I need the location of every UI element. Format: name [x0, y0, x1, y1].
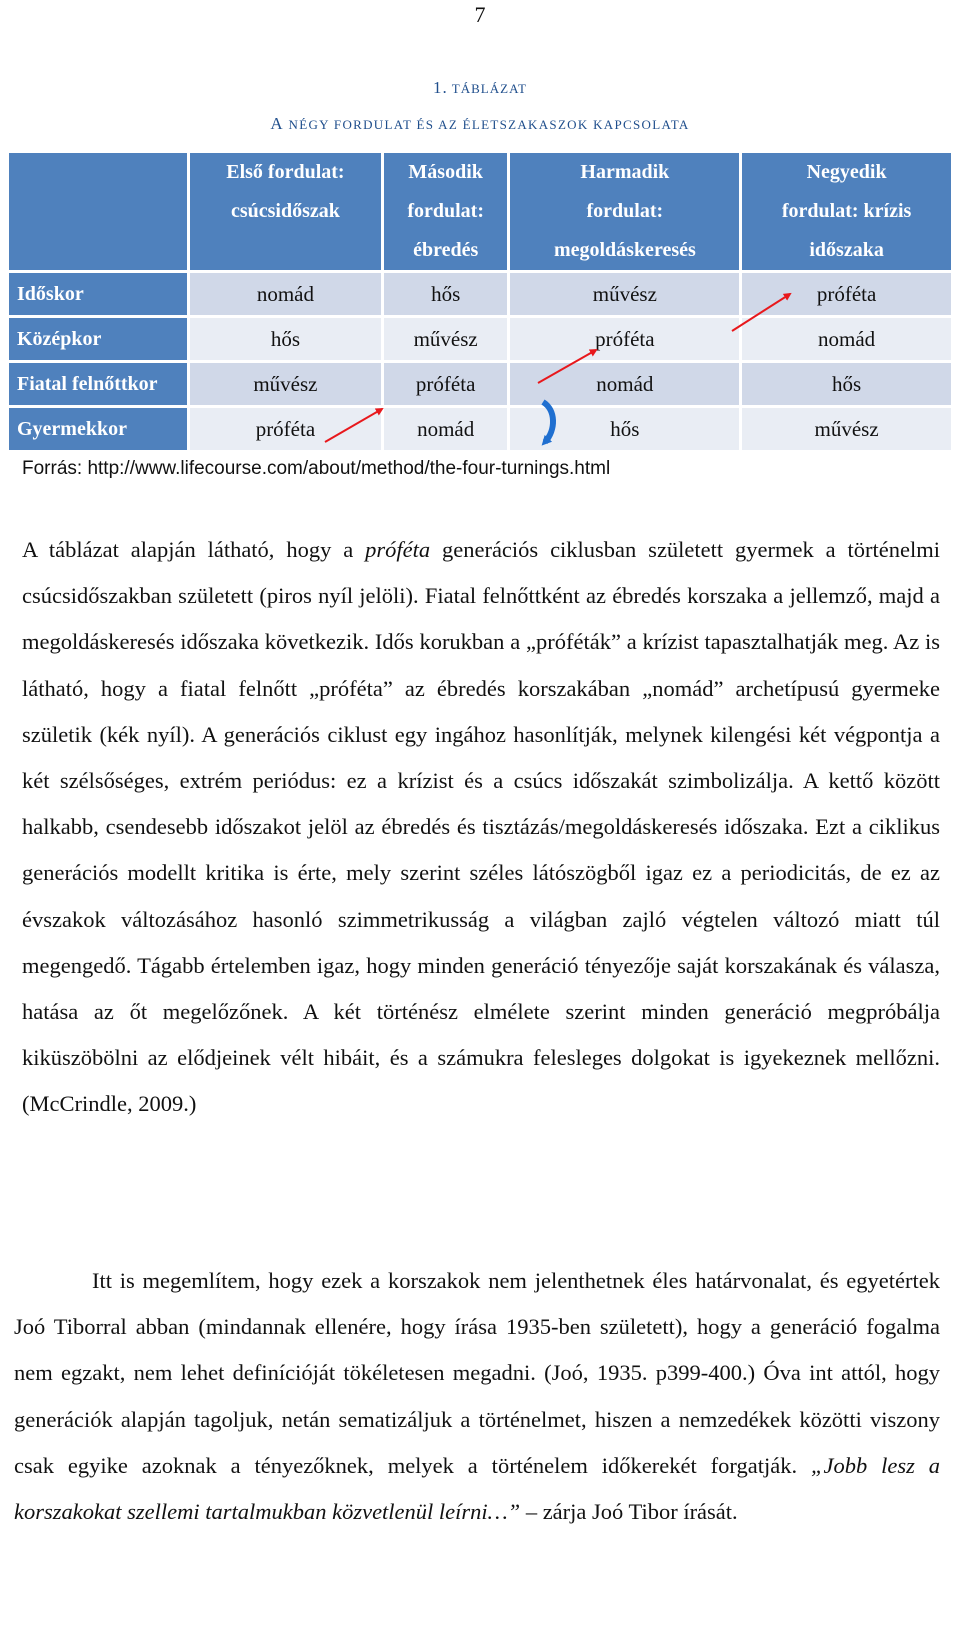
header-corner — [9, 153, 187, 270]
table-header-row — [9, 153, 951, 270]
header-second-turning — [384, 153, 508, 270]
paragraph-text: A táblázat alapján látható, hogy a — [22, 537, 366, 562]
header-line: fordulat: krízis — [781, 200, 912, 222]
header-line: fordulat: — [407, 200, 484, 222]
header-line: Második — [408, 161, 483, 183]
header-line: fordulat: — [586, 200, 664, 222]
table-cell: nomád — [742, 318, 951, 360]
table-caption-number — [0, 78, 960, 98]
body-paragraph-1 — [22, 527, 940, 1128]
table-cell: próféta — [510, 318, 739, 360]
table-source: Forrás: http://www.lifecourse.com/about/method/the-four-turnings.html — [22, 458, 611, 479]
table-cell: nomád — [190, 273, 381, 315]
row-label: Időskor — [9, 273, 187, 315]
table-cell: nomád — [384, 408, 508, 450]
table-cell: próféta — [742, 273, 951, 315]
table-row — [9, 273, 951, 315]
table-title-rest: NÉGY FORDULAT ÉS AZ ÉLETSZAKASZOK KAPCSOLATA — [288, 117, 690, 132]
header-line: ébredés — [413, 239, 479, 261]
header-fourth-turning — [742, 153, 951, 270]
table-cell: művész — [510, 273, 739, 315]
header-third-turning — [510, 153, 739, 270]
table-cell: hős — [190, 318, 381, 360]
table-cell: hős — [384, 273, 508, 315]
table-row — [9, 363, 951, 405]
paragraph-text: Itt is megemlítem, hogy ezek a korszakok nem jelenthetnek éles határvonalat, és egyetértek Joó Tiborral abban (mindannak ellenére, hogy írása 1935-ben született), hogy a generáció fogalma nem egzakt, nem lehet definícióját tökéletesen megadni. (Joó, 1935. p399-400.) Óva int attól, hogy generációk alapján tagoljuk, netán sematizáljuk a történelmet, hiszen a nemzedékek közötti viszony csak egyike azoknak a tényezőknek, melyek a történelem időkerekét forgatják. — [14, 1268, 940, 1478]
caption-number: 1. — [433, 78, 448, 97]
header-first-turning — [190, 153, 381, 270]
body-paragraph-2 — [14, 1258, 940, 1535]
header-line: csúcsidőszak — [230, 200, 340, 222]
table-title-initial: A — [270, 114, 284, 133]
italic-term: próféta — [365, 537, 431, 562]
table-row — [9, 318, 951, 360]
page-number: 7 — [474, 2, 486, 27]
header-line: Negyedik — [806, 161, 887, 183]
table-title — [0, 114, 960, 134]
header-line: Első fordulat: — [226, 161, 345, 183]
table-cell: próféta — [384, 363, 508, 405]
header-line: megoldáskeresés — [553, 239, 696, 261]
generations-table — [6, 150, 954, 453]
paragraph-text: generációs ciklusban született gyermek a történelmi csúcsidőszakban született (piros nyíl jelöli). Fiatal felnőttként az ébredés korszaka a jellemző, majd a megoldáskeresés időszaka következik. Idős korukban a „próféták” a krízist tapasztalhatják meg. Az is látható, hogy a fiatal felnőtt „próféta” az ébredés korszakában „nomád” archetípusú gyermeke születik (kék nyíl). A generációs ciklust egy ingához hasonlítják, melynek kilengési két végpontja a két szélsőséges, extrém periódus: ez a krízist és a csúcs időszakát szimbolizálja. A kettő között halkabb, csendesebb időszakot jelöl az ébredés és tisztázás/megoldáskeresés időszaka. Ezt a ciklikus generációs modellt kritika is érte, mely szerint széles látószögből igaz ez a periodicitás, de ez az évszakok változásához hasonló szimmetrikusság a világban zajló végtelen változó miatt túl megengedő. Tágabb értelemben igaz, hogy minden generáció tényezője saját korszakának és válasza, hatása az őt megelőzőnek. A két történész elmélete szerint minden generáció megpróbálja kiküszöbölni az elődjeinek vélt hibáit, és a számukra felesleges dolgokat is igyekeznek mellőzni. (McCrindle, 2009.) — [22, 537, 940, 1117]
table-cell: hős — [742, 363, 951, 405]
header-line: időszaka — [809, 239, 884, 261]
header-line: Harmadik — [580, 161, 670, 183]
table-cell: művész — [190, 363, 381, 405]
row-label: Középkor — [9, 318, 187, 360]
table-cell: hős — [510, 408, 739, 450]
row-label: Fiatal felnőttkor — [9, 363, 187, 405]
caption-label: TÁBLÁZAT — [451, 81, 527, 96]
quote: „Jobb lesz a korszakokat szellemi tartalmukban közvetlenül leírni…” — [14, 1452, 941, 1525]
table-cell: nomád — [510, 363, 739, 405]
paragraph-text: – zárja Joó Tibor írását. — [520, 1499, 738, 1525]
table-cell: próféta — [190, 408, 381, 450]
row-label: Gyermekkor — [9, 408, 187, 450]
table-cell: művész — [742, 408, 951, 450]
table-row — [9, 408, 951, 450]
table-cell: művész — [384, 318, 508, 360]
